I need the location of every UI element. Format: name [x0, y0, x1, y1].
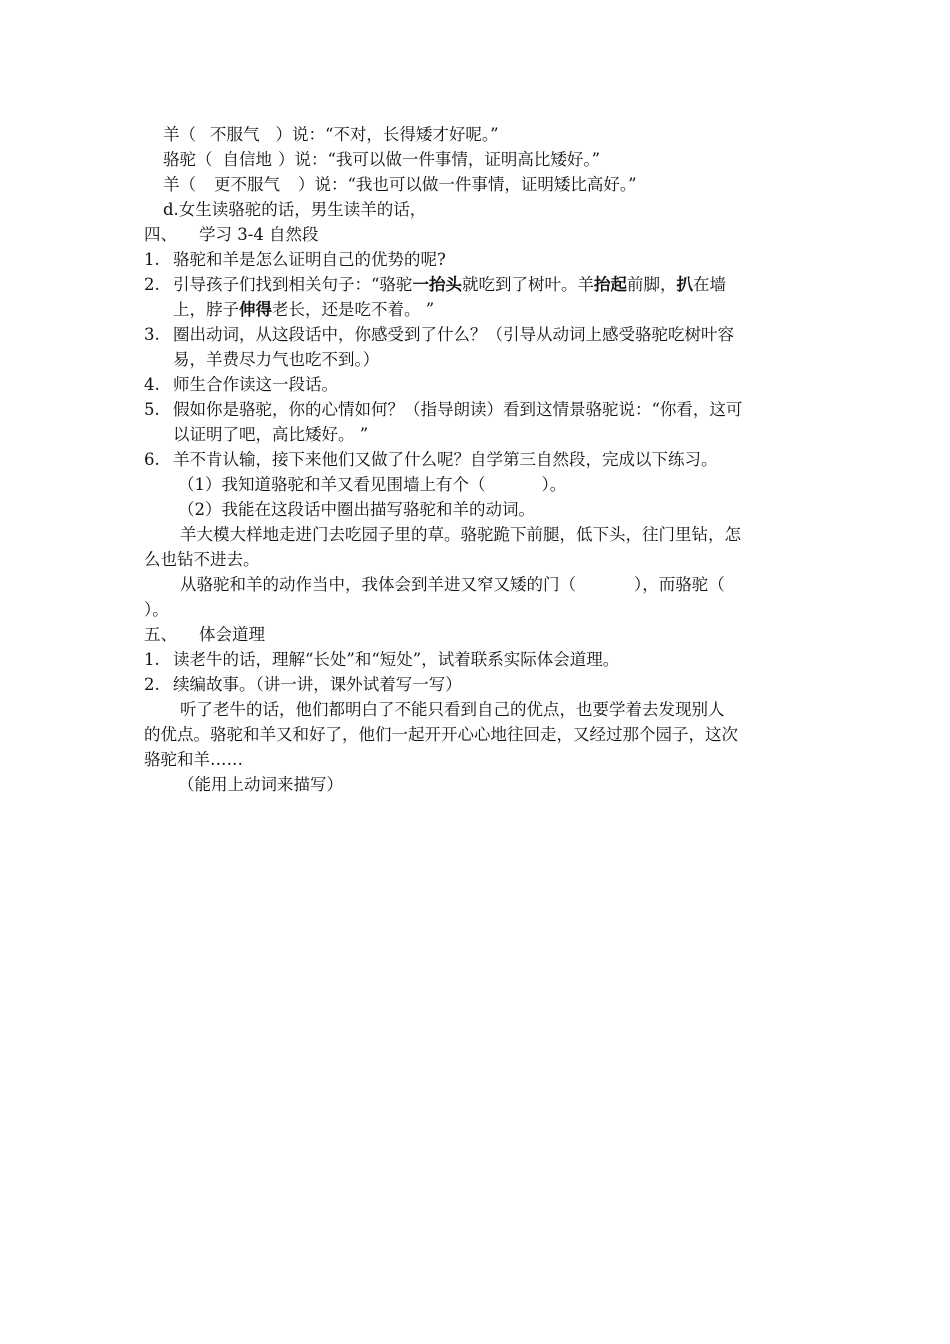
- section-title: 体会道理: [199, 625, 265, 644]
- story-line: 的优点。骆驼和羊又和好了，他们一起开开心心地往回走，又经过那个园子，这次: [144, 725, 738, 744]
- story-line: 听了老牛的话，他们都明白了不能只看到自己的优点，也要学着去发现别人: [180, 700, 725, 719]
- section-heading-5: [144, 623, 265, 647]
- dialog-attitude: 不服气: [210, 125, 260, 144]
- list-text: 羊不肯认输，接下来他们又做了什么呢？自学第三自然段，完成以下练习。: [173, 450, 718, 469]
- story-line: 骆驼和羊……: [144, 750, 243, 769]
- dialog-speaker: 骆驼（: [163, 150, 213, 169]
- text-run: 前脚，: [626, 275, 677, 294]
- list-text: 读老牛的话，理解“长处”和“短处”，试着联系实际体会道理。: [173, 650, 620, 669]
- section-title: 学习 3-4 自然段: [199, 225, 319, 244]
- paragraph-line: 么也钻不进去。: [144, 550, 260, 569]
- list-number: 4.: [144, 375, 160, 394]
- exercise-1: [178, 473, 566, 497]
- text-run: 老长，还是吃不着。 ”: [272, 300, 435, 319]
- list-item-continuation: [173, 298, 434, 322]
- exercise-2: （2）我能在这段话中圈出描写骆驼和羊的动词。: [178, 500, 535, 519]
- list-number: 6.: [144, 450, 160, 469]
- text-run: 就吃到了树叶。羊: [461, 275, 594, 294]
- dialog-quote: “我也可以做一件事情，证明矮比高好。”: [347, 175, 637, 194]
- dialog-attitude: 自信地: [222, 150, 272, 169]
- dialog-line-sheep-2: [163, 173, 637, 197]
- bold-verb: 伸得: [239, 300, 272, 319]
- list-number: 1.: [144, 650, 160, 669]
- dialog-quote: “不对，长得矮才好呢。”: [325, 125, 499, 144]
- exercise-text: （1）我知道骆驼和羊又看见围墙上有个（: [178, 475, 486, 494]
- section-number: 五、: [144, 625, 177, 644]
- bold-verb: 一抬头: [412, 275, 462, 294]
- dialog-line-camel: [163, 148, 600, 172]
- dialog-speaker: 羊（: [163, 125, 196, 144]
- list-text: 师生合作读这一段话。: [173, 375, 338, 394]
- writing-hint: （能用上动词来描写）: [178, 775, 343, 794]
- paragraph-text: 从骆驼和羊的动作当中，我体会到羊进又窄又矮的门（: [180, 575, 576, 594]
- reading-instruction: d.女生读骆驼的话，男生读羊的话，: [163, 200, 427, 219]
- paragraph-line: ）。: [144, 600, 169, 619]
- list-number: 2.: [144, 275, 160, 294]
- list-text: 假如你是骆驼，你的心情如何？（指导朗读）看到这情景骆驼说：“你看，这可: [173, 400, 743, 419]
- dialog-close: ）说：: [298, 175, 348, 194]
- dialog-quote: “我可以做一件事情，证明高比矮好。”: [327, 150, 601, 169]
- dialog-close: ）说：: [278, 150, 328, 169]
- section-number: 四、: [144, 225, 177, 244]
- bold-verb: 抬起: [593, 275, 627, 294]
- section-heading-4: [144, 223, 319, 247]
- dialog-speaker: 羊（: [163, 175, 196, 194]
- bold-verb: 扒: [676, 275, 693, 294]
- text-run: 在墙: [692, 275, 726, 294]
- list-text: 续编故事。（讲一讲，课外试着写一写）: [173, 675, 462, 694]
- text-run: 上，脖子: [173, 300, 239, 319]
- list-number: 5.: [144, 400, 160, 419]
- dialog-attitude: 更不服气: [214, 175, 280, 194]
- paragraph-line: [180, 573, 725, 597]
- list-item-continuation: 易，羊费尽力气也吃不到。）: [173, 350, 380, 369]
- list-number: 1.: [144, 250, 160, 269]
- dialog-close: ）说：: [275, 125, 325, 144]
- paragraph-text: ），而骆驼（: [634, 575, 725, 594]
- list-number: 2.: [144, 675, 160, 694]
- text-run: 引导孩子们找到相关句子：“骆驼: [173, 275, 413, 294]
- list-text: [173, 273, 726, 297]
- list-text: 骆驼和羊是怎么证明自己的优势的呢?: [173, 250, 446, 269]
- paragraph-line: 羊大模大样地走进门去吃园子里的草。骆驼跪下前腿，低下头，往门里钻，怎: [180, 525, 741, 544]
- list-text: 圈出动词，从这段话中，你感受到了什么？（引导从动词上感受骆驼吃树叶容: [173, 325, 734, 344]
- list-item-continuation: 以证明了吧，高比矮好。 ”: [173, 425, 369, 444]
- exercise-text: ）。: [541, 475, 567, 494]
- dialog-line-sheep-1: [163, 123, 499, 147]
- list-number: 3.: [144, 325, 160, 344]
